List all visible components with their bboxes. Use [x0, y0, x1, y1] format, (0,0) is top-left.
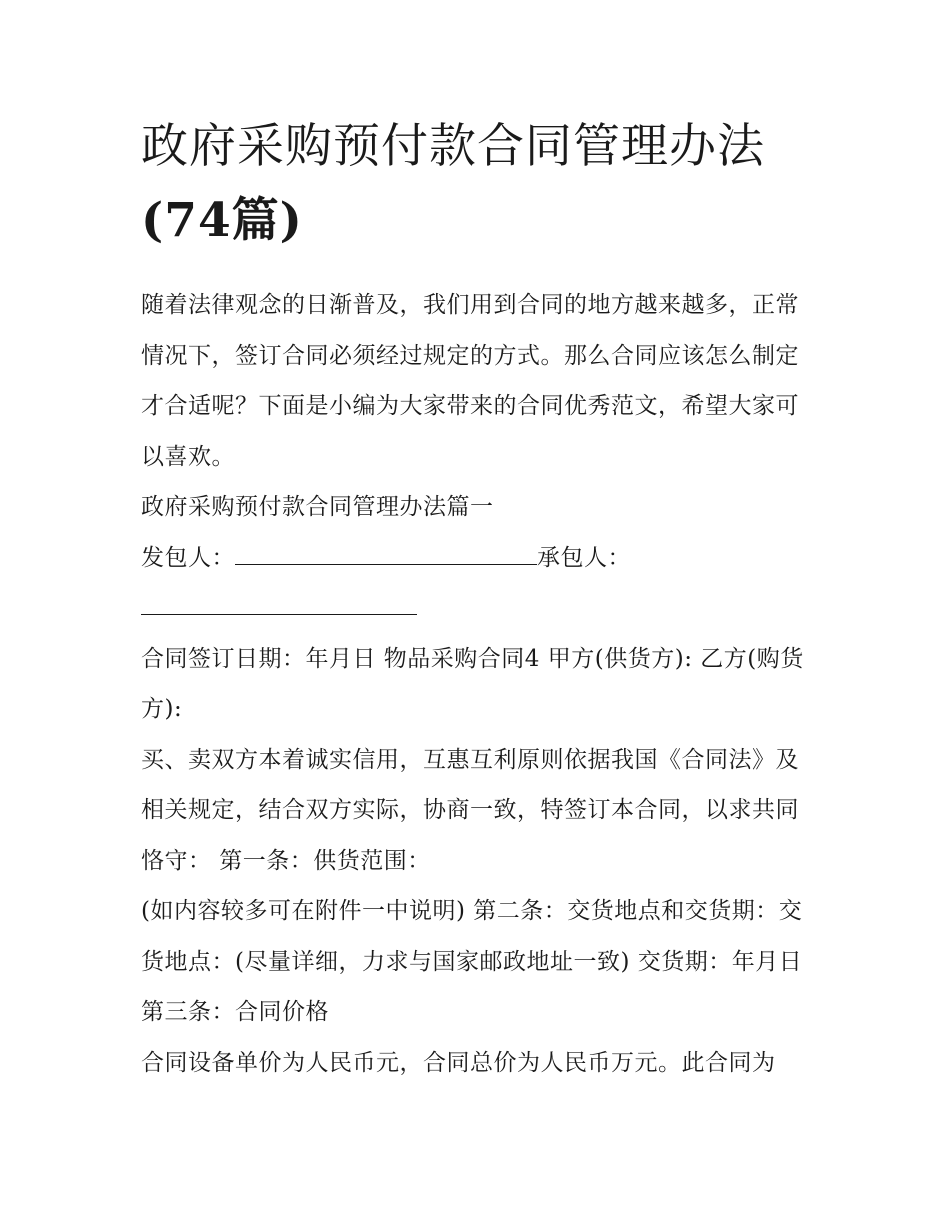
title-main: 政府采购预付款合同管理办法	[141, 119, 765, 174]
contractor-blank	[141, 587, 417, 615]
clause-3-paragraph: 合同设备单价为人民币元，合同总价为人民币万元。此合同为	[141, 1049, 776, 1076]
document-page	[141, 110, 813, 1088]
clause-intro-paragraph: 买、卖双方本着诚实信用，互惠互利原则依据我国《合同法》及相关规定，结合双方实际，协商一致，特签订本合同，以求共同恪守： 第一条：供货范围：	[141, 746, 799, 874]
employer-label: 发包人：	[141, 544, 235, 571]
contractor-label: 承包人：	[537, 544, 631, 571]
document-title	[141, 110, 813, 258]
intro-paragraph: 随着法律观念的日渐普及，我们用到合同的地方越来越多，正常情况下，签订合同必须经过规定的方式。那么合同应该怎么制定才合适呢？下面是小编为大家带来的合同优秀范文，希望大家可以喜欢。	[141, 292, 799, 470]
title-count: (74篇)	[141, 193, 303, 248]
clause-2-paragraph: (如内容较多可在附件一中说明) 第二条：交货地点和交货期：交货地点：(尽量详细，力求与国家邮政地址一致) 交货期：年月日 第三条：合同价格	[141, 898, 803, 1025]
sign-date-paragraph: 合同签订日期：年月日 物品采购合同4 甲方(供货方): 乙方(购货方):	[141, 645, 804, 722]
section-heading: 政府采购预付款合同管理办法篇一	[141, 494, 494, 520]
employer-blank	[235, 537, 537, 565]
parties-line	[141, 533, 813, 634]
